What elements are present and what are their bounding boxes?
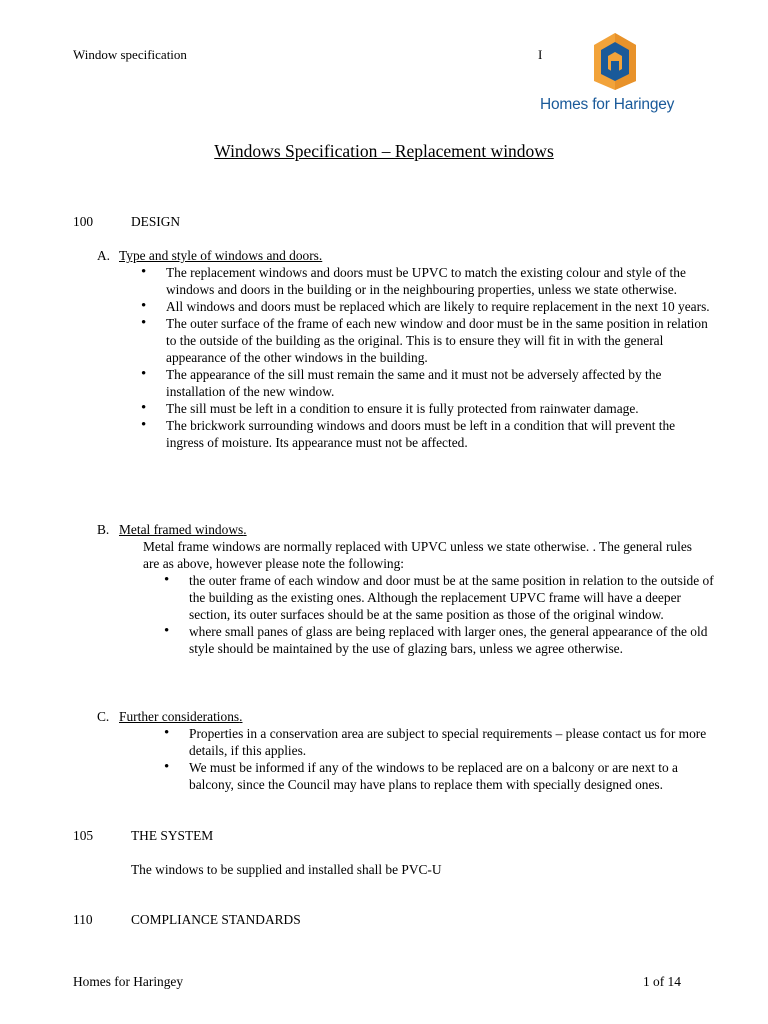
homes-for-haringey-logo	[538, 30, 694, 120]
logo-text: Homes for Haringey	[540, 96, 675, 113]
sub-a-letter: A.	[97, 248, 111, 263]
list-item: • We must be informed if any of the windows to be replaced are on a balcony or are next to a balcony, since the Council may have plans to replace them with specially designed ones.	[164, 759, 714, 793]
section-100-number: 100	[73, 214, 94, 229]
list-item: • The outer surface of the frame of each new window and door must be in the same position in relation to the outside of the building as the original. This is to ensure they will fit in with the general appearance of the other windows in the building.	[141, 315, 711, 366]
section-105-text: The windows to be supplied and installed shall be PVC-U	[131, 862, 442, 877]
list-item: • where small panes of glass are being replaced with larger ones, the general appearance of the old style should be maintained by the use of glazing bars, unless we agree otherwise.	[164, 623, 714, 657]
list-item: • The appearance of the sill must remain the same and it must not be adversely affected by the installation of the new window.	[141, 366, 711, 400]
sub-b-bullets	[164, 572, 714, 657]
sub-a-title: Type and style of windows and doors.	[119, 248, 323, 263]
sub-a-bullets	[141, 264, 711, 451]
header-title: Window specification	[73, 47, 187, 62]
section-100-heading: DESIGN	[131, 214, 181, 229]
header-mark: I	[538, 47, 543, 62]
sub-c-letter: C.	[97, 709, 110, 724]
list-item: • All windows and doors must be replaced which are likely to require replacement in the next 10 years.	[141, 298, 711, 315]
section-110-heading: COMPLIANCE STANDARDS	[131, 912, 301, 927]
section-105-number: 105	[73, 828, 94, 843]
sub-c-title: Further considerations.	[119, 709, 243, 724]
list-item: • The sill must be left in a condition to ensure it is fully protected from rainwater damage.	[141, 400, 711, 417]
section-110-number: 110	[73, 912, 93, 927]
footer-org: Homes for Haringey	[73, 974, 184, 989]
sub-b-paragraph: Metal frame windows are normally replaced with UPVC unless we state otherwise. . The general rules are as above, however please note the following:	[143, 539, 692, 571]
list-item: • the outer frame of each window and door must be at the same position in relation to the outside of the building as the existing ones. Although the replacement UPVC frame will have a deeper section, its outer surfaces should be at the same position as those of the original window.	[164, 572, 714, 623]
house-logo-icon	[538, 30, 694, 100]
document-title: Windows Specification – Replacement windows	[214, 141, 554, 161]
list-item: • The replacement windows and doors must be UPVC to match the existing colour and style of the windows and doors in the building or in the neighbouring properties, unless we state otherwise.	[141, 264, 711, 298]
section-105-heading: THE SYSTEM	[131, 828, 214, 843]
page-number: 1 of 14	[643, 974, 681, 989]
list-item: • The brickwork surrounding windows and doors must be left in a condition that will prevent the ingress of moisture. Its appearance must not be affected.	[141, 417, 711, 451]
list-item: • Properties in a conservation area are subject to special requirements – please contact us for more details, if this applies.	[164, 725, 714, 759]
sub-b-letter: B.	[97, 522, 110, 537]
sub-b-title: Metal framed windows.	[119, 522, 247, 537]
sub-c-bullets	[164, 725, 714, 793]
